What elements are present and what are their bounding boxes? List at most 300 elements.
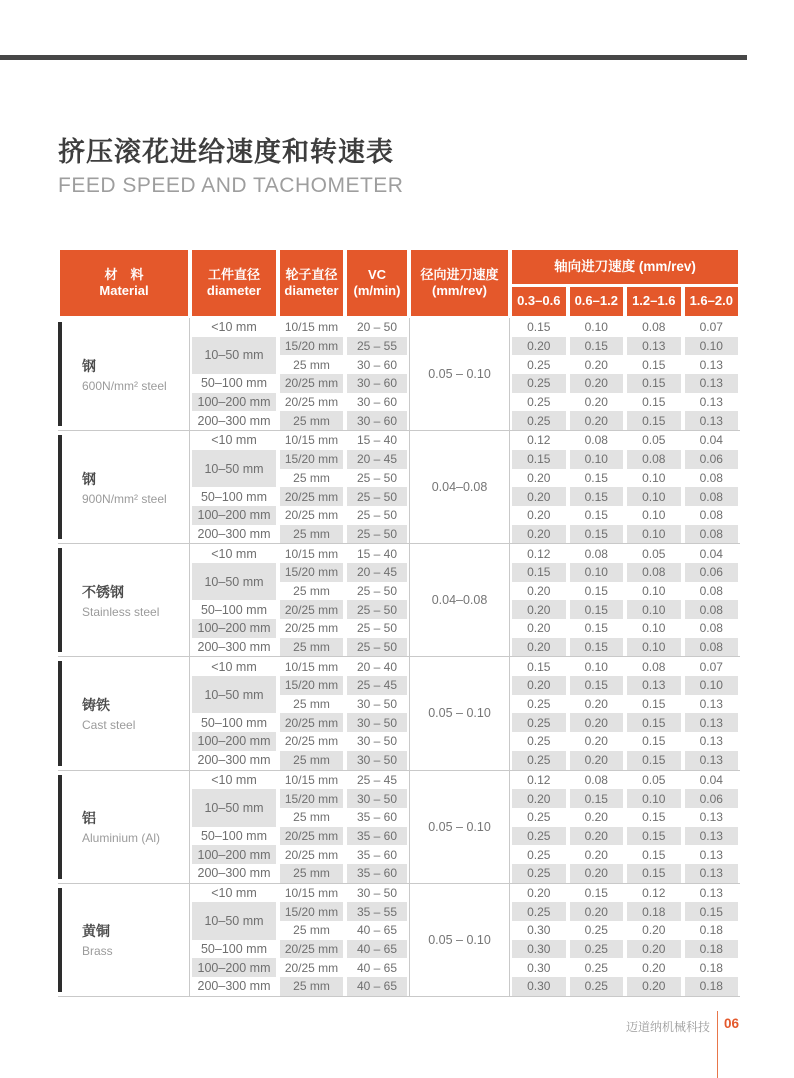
- axial-feed-value-cell: 0.15: [642, 357, 666, 372]
- wheel-diameter-cell: 10/15 mm: [284, 433, 339, 448]
- axial-feed-value-cell: 0.15: [627, 864, 681, 883]
- axial-feed-value-cell: 0.25: [527, 810, 551, 825]
- header-radial-feed: [411, 250, 508, 316]
- table-body: [58, 318, 740, 997]
- header-wheel-diameter: [280, 250, 343, 316]
- vc-cell: 40 – 65: [347, 940, 407, 959]
- axial-feed-value-cell: 0.15: [584, 621, 608, 636]
- axial-feed-value-cell: 0.15: [627, 374, 681, 393]
- header-workpiece-zh: 工件直径: [207, 266, 260, 282]
- axial-feed-value-cell: 0.20: [570, 864, 624, 883]
- axial-feed-value-cell: 0.10: [627, 600, 681, 619]
- axial-feed-value-cell: 0.20: [584, 810, 608, 825]
- header-material-zh: 材 料: [104, 266, 144, 282]
- header-axial-feed: 轴向进刀速度 (mm/rev): [512, 250, 738, 284]
- axial-feed-value-cell: 0.13: [685, 374, 739, 393]
- axial-feed-value-cell: 0.25: [512, 902, 566, 921]
- axial-feed-value-cell: 0.18: [627, 902, 681, 921]
- header-workpiece-en: diameter: [206, 283, 262, 298]
- wheel-diameter-cell: 15/20 mm: [280, 902, 343, 921]
- vc-cell: 30 – 60: [347, 411, 407, 430]
- radial-feed-cell: 0.04–0.08: [409, 544, 510, 656]
- axial-feed-value-cell: 0.25: [527, 697, 551, 712]
- vc-cell: 30 – 60: [347, 374, 407, 393]
- axial-feed-value-cell: 0.20: [584, 395, 608, 410]
- vc-cell: 30 – 50: [356, 734, 398, 749]
- axial-feed-value-cell: 0.10: [685, 676, 739, 695]
- axial-feed-value-cell: 0.25: [584, 923, 608, 938]
- group-accent-bar: [58, 322, 62, 426]
- group-accent-bar: [58, 661, 62, 765]
- axial-feed-value-cell: 0.12: [527, 546, 551, 561]
- axial-feed-value-cell: 0.20: [570, 902, 624, 921]
- axial-feed-value-cell: 0.25: [512, 827, 566, 846]
- axial-feed-value-cell: 0.06: [685, 789, 739, 808]
- vc-cell: 15 – 40: [356, 433, 398, 448]
- material-name-zh: 铝: [82, 810, 96, 827]
- vc-cell: 25 – 55: [347, 337, 407, 356]
- axial-feed-value-cell: 0.13: [699, 357, 723, 372]
- wheel-diameter-cell: 15/20 mm: [280, 337, 343, 356]
- workpiece-diameter-cell: <10 mm: [211, 885, 257, 900]
- axial-feed-value-cell: 0.15: [570, 487, 624, 506]
- axial-feed-value-cell: 0.25: [527, 395, 551, 410]
- axial-feed-value-cell: 0.30: [512, 977, 566, 996]
- axial-feed-value-cell: 0.20: [642, 960, 666, 975]
- header-axial-range-3: 1.2–1.6: [627, 287, 681, 316]
- axial-feed-value-cell: 0.20: [512, 638, 566, 657]
- wheel-diameter-cell: 25 mm: [293, 583, 330, 598]
- axial-feed-value-cell: 0.15: [627, 713, 681, 732]
- axial-feed-value-cell: 0.05: [642, 433, 666, 448]
- axial-feed-value-cell: 0.20: [642, 923, 666, 938]
- vc-cell: 40 – 65: [347, 977, 407, 996]
- vc-cell: 35 – 60: [347, 864, 407, 883]
- header-wheel-en: diameter: [284, 283, 339, 298]
- workpiece-diameter-cell: 200–300 mm: [197, 866, 271, 881]
- wheel-diameter-cell: 15/20 mm: [280, 563, 343, 582]
- wheel-diameter-cell: 25 mm: [293, 357, 330, 372]
- axial-feed-value-cell: 0.08: [627, 563, 681, 582]
- vc-cell: 35 – 60: [347, 827, 407, 846]
- axial-feed-value-cell: 0.10: [570, 450, 624, 469]
- workpiece-diameter-cell: 10–50 mm: [192, 789, 276, 826]
- axial-feed-value-cell: 0.06: [685, 563, 739, 582]
- axial-feed-value-cell: 0.15: [584, 470, 608, 485]
- workpiece-diameter-cell: <10 mm: [211, 433, 257, 448]
- axial-feed-value-cell: 0.10: [642, 470, 666, 485]
- axial-feed-value-cell: 0.08: [627, 450, 681, 469]
- vc-cell: 25 – 50: [347, 525, 407, 544]
- axial-feed-value-cell: 0.20: [527, 583, 551, 598]
- axial-feed-value-cell: 0.15: [642, 847, 666, 862]
- axial-feed-value-cell: 0.25: [512, 411, 566, 430]
- material-group: [58, 318, 740, 431]
- axial-feed-value-cell: 0.08: [685, 487, 739, 506]
- wheel-diameter-cell: 25 mm: [293, 810, 330, 825]
- axial-feed-value-cell: 0.15: [570, 600, 624, 619]
- axial-feed-value-cell: 0.20: [512, 789, 566, 808]
- axial-feed-value-cell: 0.10: [570, 563, 624, 582]
- axial-feed-value-cell: 0.15: [570, 337, 624, 356]
- axial-feed-value-cell: 0.07: [699, 320, 723, 335]
- axial-feed-value-cell: 0.15: [627, 411, 681, 430]
- workpiece-diameter-cell: 50–100 mm: [200, 942, 267, 957]
- wheel-diameter-cell: 20/25 mm: [284, 847, 339, 862]
- wheel-diameter-cell: 20/25 mm: [280, 600, 343, 619]
- axial-feed-value-cell: 0.13: [699, 810, 723, 825]
- header-radial-zh: 径向进刀速度: [420, 266, 499, 282]
- axial-feed-value-cell: 0.10: [642, 583, 666, 598]
- axial-feed-value-cell: 0.25: [584, 960, 608, 975]
- axial-feed-value-cell: 0.13: [627, 676, 681, 695]
- radial-feed-cell: 0.04–0.08: [409, 431, 510, 543]
- material-name-en: Cast steel: [82, 717, 136, 732]
- vc-cell: 35 – 60: [356, 847, 398, 862]
- group-accent-bar: [58, 548, 62, 652]
- workpiece-diameter-cell: 100–200 mm: [192, 732, 276, 751]
- wheel-diameter-cell: 25 mm: [280, 525, 343, 544]
- material-name-zh: 钢: [82, 470, 96, 487]
- axial-feed-value-cell: 0.13: [699, 697, 723, 712]
- material-name-zh: 黄铜: [82, 923, 110, 940]
- wheel-diameter-cell: 20/25 mm: [284, 734, 339, 749]
- material-cell: [58, 318, 190, 430]
- axial-feed-value-cell: 0.20: [570, 751, 624, 770]
- page-number: 06: [724, 1016, 740, 1031]
- workpiece-diameter-cell: 200–300 mm: [197, 413, 271, 428]
- axial-feed-value-cell: 0.13: [627, 337, 681, 356]
- axial-feed-value-cell: 0.13: [685, 827, 739, 846]
- axial-feed-value-cell: 0.10: [627, 638, 681, 657]
- header-axial-range-4: 1.6–2.0: [685, 287, 739, 316]
- group-accent-bar: [58, 775, 62, 879]
- workpiece-diameter-cell: 50–100 mm: [200, 489, 267, 504]
- axial-feed-value-cell: 0.07: [699, 659, 723, 674]
- vc-cell: 30 – 50: [347, 751, 407, 770]
- axial-feed-value-cell: 0.20: [584, 697, 608, 712]
- wheel-diameter-cell: 25 mm: [280, 751, 343, 770]
- axial-feed-value-cell: 0.20: [627, 940, 681, 959]
- radial-feed-cell: 0.05 – 0.10: [409, 318, 510, 430]
- wheel-diameter-cell: 15/20 mm: [280, 676, 343, 695]
- footer-company: 迈道纳机械科技: [625, 1020, 710, 1034]
- axial-feed-value-cell: 0.20: [512, 525, 566, 544]
- axial-feed-value-cell: 0.25: [512, 751, 566, 770]
- axial-feed-value-cell: 0.08: [584, 433, 608, 448]
- vc-cell: 35 – 60: [356, 810, 398, 825]
- axial-feed-value-cell: 0.15: [627, 827, 681, 846]
- wheel-diameter-cell: 25 mm: [280, 411, 343, 430]
- material-name-en: 600N/mm² steel: [82, 378, 167, 393]
- material-cell: [58, 771, 190, 883]
- axial-feed-value-cell: 0.20: [627, 977, 681, 996]
- workpiece-diameter-cell: 100–200 mm: [192, 845, 276, 864]
- material-name-en: 900N/mm² steel: [82, 491, 167, 506]
- axial-feed-value-cell: 0.15: [584, 885, 608, 900]
- axial-feed-value-cell: 0.20: [512, 487, 566, 506]
- vc-cell: 15 – 40: [356, 546, 398, 561]
- axial-feed-value-cell: 0.15: [627, 751, 681, 770]
- workpiece-diameter-cell: <10 mm: [211, 659, 257, 674]
- wheel-diameter-cell: 20/25 mm: [280, 940, 343, 959]
- workpiece-diameter-cell: 10–50 mm: [192, 902, 276, 939]
- vc-cell: 30 – 50: [347, 789, 407, 808]
- axial-feed-value-cell: 0.20: [570, 827, 624, 846]
- axial-feed-value-cell: 0.25: [570, 940, 624, 959]
- axial-feed-value-cell: 0.08: [699, 583, 723, 598]
- axial-feed-value-cell: 0.18: [685, 977, 739, 996]
- vc-cell: 25 – 50: [347, 600, 407, 619]
- material-cell: [58, 884, 190, 996]
- axial-feed-value-cell: 0.13: [699, 734, 723, 749]
- axial-feed-value-cell: 0.18: [699, 923, 723, 938]
- axial-feed-value-cell: 0.13: [699, 885, 723, 900]
- axial-feed-value-cell: 0.25: [512, 713, 566, 732]
- axial-feed-value-cell: 0.08: [584, 546, 608, 561]
- axial-feed-value-cell: 0.13: [685, 751, 739, 770]
- wheel-diameter-cell: 25 mm: [280, 864, 343, 883]
- radial-feed-cell: 0.05 – 0.10: [409, 771, 510, 883]
- workpiece-diameter-cell: 200–300 mm: [197, 526, 271, 541]
- header-vc-label: VC: [367, 266, 387, 282]
- axial-feed-value-cell: 0.12: [527, 433, 551, 448]
- material-cell: [58, 431, 190, 543]
- workpiece-diameter-cell: 50–100 mm: [200, 715, 267, 730]
- workpiece-diameter-cell: 10–50 mm: [192, 676, 276, 713]
- axial-feed-value-cell: 0.20: [512, 676, 566, 695]
- axial-feed-value-cell: 0.30: [527, 960, 551, 975]
- material-group: [58, 884, 740, 997]
- axial-feed-value-cell: 0.15: [584, 583, 608, 598]
- axial-feed-value-cell: 0.08: [699, 508, 723, 523]
- axial-feed-value-cell: 0.20: [527, 621, 551, 636]
- axial-feed-value-cell: 0.25: [527, 847, 551, 862]
- vc-cell: 25 – 45: [356, 772, 398, 787]
- workpiece-diameter-cell: 100–200 mm: [192, 619, 276, 638]
- axial-feed-value-cell: 0.30: [527, 923, 551, 938]
- material-cell: [58, 544, 190, 656]
- axial-feed-value-cell: 0.15: [685, 902, 739, 921]
- vc-cell: 30 – 50: [347, 713, 407, 732]
- table-header: [58, 250, 740, 316]
- axial-feed-value-cell: 0.20: [527, 470, 551, 485]
- axial-feed-value-cell: 0.20: [512, 337, 566, 356]
- header-radial-unit: (mm/rev): [432, 283, 487, 298]
- workpiece-diameter-cell: 10–50 mm: [192, 563, 276, 600]
- axial-feed-value-cell: 0.20: [570, 374, 624, 393]
- vc-cell: 25 – 50: [356, 621, 398, 636]
- wheel-diameter-cell: 20/25 mm: [284, 508, 339, 523]
- vc-cell: 25 – 50: [356, 583, 398, 598]
- axial-feed-value-cell: 0.13: [699, 395, 723, 410]
- workpiece-diameter-cell: 200–300 mm: [197, 753, 271, 768]
- workpiece-diameter-cell: 100–200 mm: [192, 393, 276, 412]
- vc-cell: 20 – 45: [347, 450, 407, 469]
- axial-feed-value-cell: 0.04: [699, 433, 723, 448]
- vc-cell: 40 – 65: [356, 923, 398, 938]
- workpiece-diameter-cell: 200–300 mm: [197, 640, 271, 655]
- wheel-diameter-cell: 20/25 mm: [280, 374, 343, 393]
- axial-feed-value-cell: 0.18: [699, 960, 723, 975]
- vc-cell: 30 – 60: [356, 357, 398, 372]
- material-group: [58, 657, 740, 770]
- wheel-diameter-cell: 20/25 mm: [280, 487, 343, 506]
- page-subtitle: FEED SPEED AND TACHOMETER: [58, 174, 404, 197]
- vc-cell: 30 – 50: [356, 697, 398, 712]
- title-block: [58, 130, 403, 198]
- axial-feed-value-cell: 0.10: [685, 337, 739, 356]
- wheel-diameter-cell: 25 mm: [293, 923, 330, 938]
- axial-feed-value-cell: 0.18: [685, 940, 739, 959]
- workpiece-diameter-cell: 10–50 mm: [192, 450, 276, 487]
- top-rule: [0, 55, 747, 60]
- header-wheel-zh: 轮子直径: [285, 266, 338, 282]
- vc-cell: 20 – 50: [356, 320, 398, 335]
- wheel-diameter-cell: 10/15 mm: [284, 772, 339, 787]
- group-accent-bar: [58, 888, 62, 992]
- vc-cell: 25 – 50: [347, 487, 407, 506]
- header-axial-range-2: 0.6–1.2: [570, 287, 624, 316]
- axial-feed-value-cell: 0.20: [527, 885, 551, 900]
- wheel-diameter-cell: 10/15 mm: [284, 320, 339, 335]
- axial-feed-value-cell: 0.25: [570, 977, 624, 996]
- axial-feed-value-cell: 0.25: [527, 734, 551, 749]
- workpiece-diameter-cell: 50–100 mm: [200, 828, 267, 843]
- material-name-zh: 不锈钢: [82, 583, 124, 600]
- workpiece-diameter-cell: <10 mm: [211, 546, 257, 561]
- axial-feed-value-cell: 0.08: [642, 320, 666, 335]
- axial-feed-value-cell: 0.15: [570, 638, 624, 657]
- workpiece-diameter-cell: <10 mm: [211, 320, 257, 335]
- wheel-diameter-cell: 15/20 mm: [280, 450, 343, 469]
- axial-feed-value-cell: 0.08: [584, 772, 608, 787]
- material-group: [58, 771, 740, 884]
- axial-feed-value-cell: 0.13: [685, 411, 739, 430]
- axial-feed-value-cell: 0.25: [512, 864, 566, 883]
- axial-feed-value-cell: 0.13: [685, 713, 739, 732]
- axial-feed-value-cell: 0.12: [527, 772, 551, 787]
- axial-feed-value-cell: 0.13: [699, 847, 723, 862]
- axial-feed-value-cell: 0.15: [642, 810, 666, 825]
- axial-feed-value-cell: 0.25: [512, 374, 566, 393]
- header-material-en: Material: [99, 283, 149, 298]
- axial-feed-value-cell: 0.08: [699, 621, 723, 636]
- wheel-diameter-cell: 20/25 mm: [284, 960, 339, 975]
- workpiece-diameter-cell: 50–100 mm: [200, 376, 267, 391]
- axial-feed-value-cell: 0.20: [570, 713, 624, 732]
- axial-feed-value-cell: 0.15: [584, 508, 608, 523]
- feed-speed-table: [58, 250, 740, 997]
- axial-feed-value-cell: 0.08: [642, 659, 666, 674]
- header-workpiece-diameter: [192, 250, 276, 316]
- axial-feed-value-cell: 0.30: [512, 940, 566, 959]
- workpiece-diameter-cell: 200–300 mm: [197, 979, 271, 994]
- header-material: [60, 250, 188, 316]
- wheel-diameter-cell: 25 mm: [280, 977, 343, 996]
- footer-divider: [717, 1011, 718, 1078]
- axial-feed-value-cell: 0.10: [584, 320, 608, 335]
- wheel-diameter-cell: 25 mm: [280, 638, 343, 657]
- axial-feed-value-cell: 0.04: [699, 772, 723, 787]
- axial-feed-value-cell: 0.15: [570, 676, 624, 695]
- axial-feed-value-cell: 0.04: [699, 546, 723, 561]
- axial-feed-value-cell: 0.08: [685, 525, 739, 544]
- axial-feed-value-cell: 0.08: [699, 470, 723, 485]
- material-cell: [58, 657, 190, 769]
- axial-feed-value-cell: 0.10: [642, 508, 666, 523]
- radial-feed-cell: 0.05 – 0.10: [409, 884, 510, 996]
- axial-feed-value-cell: 0.06: [685, 450, 739, 469]
- workpiece-diameter-cell: 10–50 mm: [192, 337, 276, 374]
- axial-feed-value-cell: 0.15: [527, 320, 551, 335]
- wheel-diameter-cell: 10/15 mm: [284, 659, 339, 674]
- axial-feed-value-cell: 0.08: [685, 600, 739, 619]
- axial-feed-value-cell: 0.20: [527, 508, 551, 523]
- axial-feed-value-cell: 0.05: [642, 772, 666, 787]
- axial-feed-value-cell: 0.10: [627, 789, 681, 808]
- axial-feed-value-cell: 0.10: [642, 621, 666, 636]
- vc-cell: 30 – 60: [356, 395, 398, 410]
- workpiece-diameter-cell: <10 mm: [211, 772, 257, 787]
- wheel-diameter-cell: 25 mm: [293, 697, 330, 712]
- wheel-diameter-cell: 15/20 mm: [280, 789, 343, 808]
- axial-feed-value-cell: 0.20: [512, 600, 566, 619]
- vc-cell: 25 – 50: [356, 508, 398, 523]
- axial-feed-value-cell: 0.13: [685, 864, 739, 883]
- vc-cell: 25 – 50: [356, 470, 398, 485]
- wheel-diameter-cell: 10/15 mm: [284, 546, 339, 561]
- axial-feed-value-cell: 0.12: [642, 885, 666, 900]
- vc-cell: 30 – 50: [356, 885, 398, 900]
- header-axial-range-1: 0.3–0.6: [512, 287, 566, 316]
- radial-feed-cell: 0.05 – 0.10: [409, 657, 510, 769]
- header-vc: [347, 250, 407, 316]
- vc-cell: 25 – 45: [347, 676, 407, 695]
- axial-feed-value-cell: 0.20: [584, 357, 608, 372]
- page-title: 挤压滚花进给速度和转速表: [58, 137, 394, 167]
- vc-cell: 20 – 40: [356, 659, 398, 674]
- material-name-en: Brass: [82, 944, 113, 959]
- axial-feed-value-cell: 0.15: [642, 697, 666, 712]
- axial-feed-value-cell: 0.10: [584, 659, 608, 674]
- workpiece-diameter-cell: 100–200 mm: [192, 506, 276, 525]
- wheel-diameter-cell: 25 mm: [293, 470, 330, 485]
- material-group: [58, 544, 740, 657]
- axial-feed-value-cell: 0.20: [584, 847, 608, 862]
- material-group: [58, 431, 740, 544]
- vc-cell: 40 – 65: [356, 960, 398, 975]
- vc-cell: 35 – 55: [347, 902, 407, 921]
- vc-cell: 20 – 45: [347, 563, 407, 582]
- workpiece-diameter-cell: 50–100 mm: [200, 602, 267, 617]
- wheel-diameter-cell: 20/25 mm: [284, 395, 339, 410]
- material-name-en: Stainless steel: [82, 604, 160, 619]
- group-accent-bar: [58, 435, 62, 539]
- axial-feed-value-cell: 0.25: [527, 357, 551, 372]
- wheel-diameter-cell: 20/25 mm: [280, 827, 343, 846]
- axial-feed-value-cell: 0.05: [642, 546, 666, 561]
- axial-feed-value-cell: 0.15: [512, 450, 566, 469]
- axial-feed-value-cell: 0.15: [642, 395, 666, 410]
- axial-feed-value-cell: 0.15: [512, 563, 566, 582]
- workpiece-diameter-cell: 100–200 mm: [192, 958, 276, 977]
- axial-feed-value-cell: 0.08: [685, 638, 739, 657]
- axial-feed-value-cell: 0.10: [627, 525, 681, 544]
- axial-feed-value-cell: 0.15: [570, 525, 624, 544]
- axial-feed-value-cell: 0.20: [584, 734, 608, 749]
- header-vc-unit: (m/min): [353, 283, 401, 298]
